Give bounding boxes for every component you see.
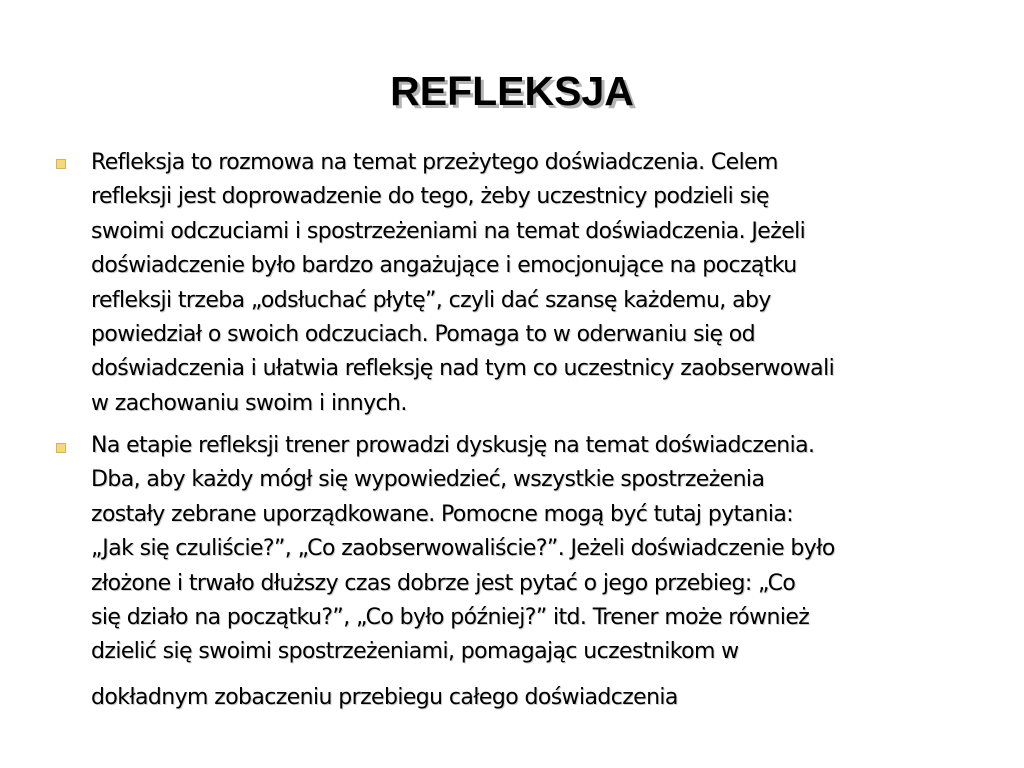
text-line: doświadczenie było bardzo angażujące i emocjonujące na początku xyxy=(91,253,797,279)
text-line: Refleksja to rozmowa na temat przeżytego doświadczenia. Celem xyxy=(91,150,778,175)
bullet-paragraph xyxy=(91,429,1001,715)
slide-title: REFLEKSJA xyxy=(390,68,634,114)
text-line: dokładnym zobaczeniu przebiegu całego doświadczenia xyxy=(91,684,678,710)
square-bullet-icon xyxy=(56,443,66,453)
text-line: się działo na początku?”, „Co było później?” itd. Trener może również xyxy=(91,604,810,630)
text-line: Na etapie refleksji trener prowadzi dyskusję na temat doświadczenia. xyxy=(91,433,815,458)
text-line: powiedział o swoich odczuciach. Pomaga to w oderwaniu się od xyxy=(91,321,756,347)
text-line: złożone i trwało dłuższy czas dobrze jest pytać o jego przebieg: „Co xyxy=(91,570,796,596)
text-line: „Jak się czuliście?”, „Co zaobserwowaliście?”. Jeżeli doświadczenie było xyxy=(91,536,835,562)
text-line: refleksji trzeba „odsłuchać płytę”, czyli dać szansę każdemu, aby xyxy=(91,287,771,313)
text-line: doświadczenia i ułatwia refleksję nad tym co uczestnicy zaobserwowali xyxy=(91,356,835,382)
text-line: refleksji jest doprowadzenie do tego, żeby uczestnicy podzieli się xyxy=(91,184,769,210)
text-line: zostały zebrane uporządkowane. Pomocne mogą być tutaj pytania: xyxy=(91,501,794,527)
bullet-paragraph xyxy=(91,146,1001,421)
text-line: Dba, aby każdy mógł się wypowiedzieć, wszystkie spostrzeżenia xyxy=(91,467,765,493)
text-line: w zachowaniu swoim i innych. xyxy=(91,390,407,416)
text-line: swoimi odczuciami i spostrzeżeniami na temat doświadczenia. Jeżeli xyxy=(91,218,806,244)
text-line: dzielić się swoimi spostrzeżeniami, pomagając uczestnikom w xyxy=(91,639,739,665)
square-bullet-icon xyxy=(56,159,66,169)
